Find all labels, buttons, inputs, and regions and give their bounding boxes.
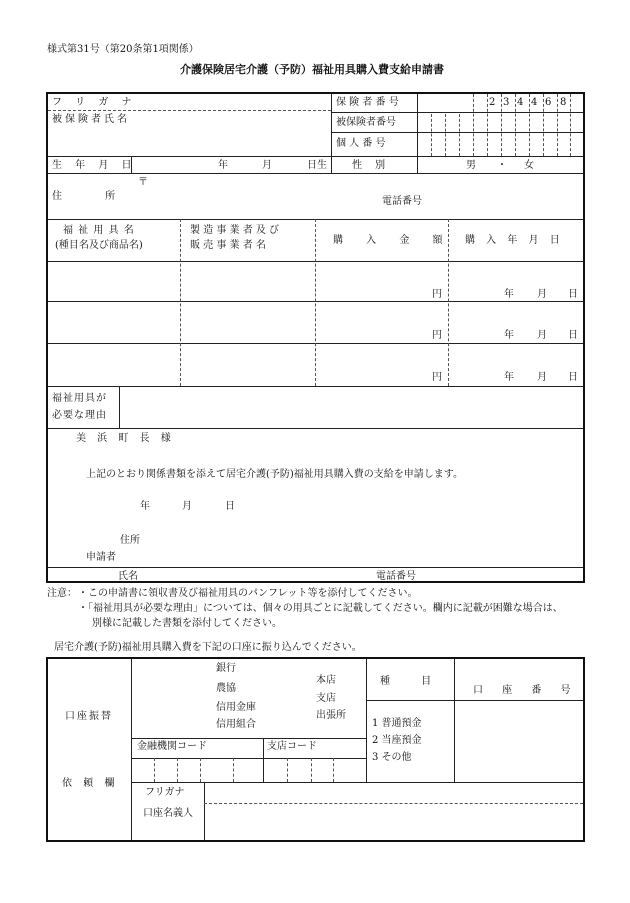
applicant-name-label: 氏名 xyxy=(118,571,138,582)
furigana-label: フ リ ガ ナ xyxy=(52,97,137,108)
insurer-digit: 4 xyxy=(531,97,538,108)
day-unit: 日 xyxy=(568,330,578,341)
applicant-phone-label: 電話番号 xyxy=(376,571,416,582)
item-name-subheader: (種目名及び商品名) xyxy=(55,240,143,251)
application-statement: 上記のとおり関係書類を添えて居宅介護(予防)福祉用具購入費の支給を申請します。 xyxy=(86,469,464,480)
gender-label: 性 別 xyxy=(352,160,391,171)
birth-month-unit: 月 xyxy=(262,160,272,171)
applicant-address-field[interactable] xyxy=(145,532,575,548)
branch-name-field[interactable] xyxy=(260,660,312,736)
form-number: 様式第31号（第20条第1項関係） xyxy=(47,44,199,55)
insurer-digit: 4 xyxy=(517,97,524,108)
reason-field[interactable] xyxy=(121,388,581,427)
item-row[interactable] xyxy=(48,344,583,385)
note-1: ・この申請書に領収書及び福祉用具のパンフレット等を添付してください。 xyxy=(78,588,418,599)
holder-furigana-label: フリガナ xyxy=(145,787,185,798)
account-type-option[interactable]: 2 当座預金 xyxy=(372,735,422,746)
note-2: ・「福祉用具が必要な理由」については、個々の用具ごとに記載してください。欄内に記載が困難な場合は、 xyxy=(78,603,563,614)
applicant-label: 申請者 xyxy=(86,552,116,563)
month-unit: 月 xyxy=(537,372,547,383)
insured-name-label: 被保険者氏名 xyxy=(52,114,130,125)
account-type-option[interactable]: 3 その他 xyxy=(372,752,412,763)
personal-number-field[interactable] xyxy=(418,133,582,155)
application-year-unit: 年 xyxy=(140,501,150,512)
insured-number-field[interactable] xyxy=(418,113,582,131)
gender-separator: ・ xyxy=(497,160,507,171)
insurer-digit: 6 xyxy=(545,97,552,108)
insurer-digit: 8 xyxy=(560,97,567,108)
month-unit: 月 xyxy=(537,289,547,300)
applicant-phone-field[interactable] xyxy=(420,569,580,582)
holder-furigana-field[interactable] xyxy=(206,784,581,802)
reason-label: 福祉用具が xyxy=(52,393,107,404)
gender-male-option[interactable]: 男 xyxy=(466,160,476,171)
phone-field[interactable] xyxy=(430,194,580,214)
bank-type-option[interactable]: 信用金庫 xyxy=(216,702,256,713)
note-2-continued: 別様に記載した書類を添付してください。 xyxy=(92,618,282,629)
bank-type-option[interactable]: 信用組合 xyxy=(216,719,256,730)
account-holder-label: 口座名義人 xyxy=(143,808,193,819)
day-unit: 日 xyxy=(568,289,578,300)
year-unit: 年 xyxy=(504,330,514,341)
account-type-header: 種 目 xyxy=(380,676,432,687)
birth-day-unit: 日生 xyxy=(307,160,327,171)
item-row[interactable] xyxy=(48,262,583,300)
addressee: 美 浜 町 長 様 xyxy=(76,433,175,444)
address-field[interactable] xyxy=(150,174,580,192)
account-number-field[interactable] xyxy=(456,702,581,781)
insured-number-label: 被保険者番号 xyxy=(336,117,396,128)
insurer-digit: 2 xyxy=(489,97,496,108)
personal-number-label: 個 人 番 号 xyxy=(336,138,386,149)
application-day-unit: 日 xyxy=(225,501,235,512)
branch-code-label: 支店コード xyxy=(267,741,317,752)
maker-header: 製 造 事 業 者 及 び xyxy=(190,225,280,236)
bank-type-option[interactable]: 銀行 xyxy=(216,663,236,674)
applicant-name-field[interactable] xyxy=(145,569,365,582)
reason-label-line2: 必要な理由 xyxy=(52,410,107,421)
maker-subheader: 販 売 事 業 者 名 xyxy=(190,240,266,251)
branch-type-option[interactable]: 出張所 xyxy=(316,710,346,721)
birth-year-unit: 年 xyxy=(218,160,228,171)
amount-header: 購 入 金 額 xyxy=(333,235,453,246)
insurer-number-label: 保 険 者 番 号 xyxy=(336,97,399,108)
transfer-instruction: 居宅介護(予防)福祉用具購入費を下記の口座に振り込んでください。 xyxy=(54,642,362,653)
note-prefix: 注意： xyxy=(47,588,77,599)
gender-female-option[interactable]: 女 xyxy=(524,160,534,171)
application-month-unit: 月 xyxy=(182,501,192,512)
applicant-address-label: 住所 xyxy=(120,535,140,546)
application-date-field[interactable] xyxy=(100,498,240,514)
furigana-field[interactable] xyxy=(132,94,329,109)
bank-section-label: 口座振替 xyxy=(65,711,113,722)
bank-name-field[interactable] xyxy=(133,660,213,736)
year-unit: 年 xyxy=(504,372,514,383)
institution-code-label: 金融機関コード xyxy=(137,741,207,752)
branch-code-field[interactable] xyxy=(265,759,365,781)
form-title: 介護保険居宅介護（予防）福祉用具購入費支給申請書 xyxy=(180,63,444,76)
day-unit: 日 xyxy=(568,372,578,383)
birth-date-label: 生 年 月 日 xyxy=(52,160,137,171)
institution-code-field[interactable] xyxy=(133,759,262,781)
postal-mark: 〒 xyxy=(138,177,148,188)
branch-type-option[interactable]: 支店 xyxy=(316,693,336,704)
address-label: 住 所 xyxy=(52,191,116,202)
item-row[interactable] xyxy=(48,302,583,342)
account-type-option[interactable]: 1 普通預金 xyxy=(372,718,422,729)
insurer-digit: 3 xyxy=(503,97,510,108)
yen-unit: 円 xyxy=(432,289,442,300)
yen-unit: 円 xyxy=(432,330,442,341)
account-holder-field[interactable] xyxy=(206,805,581,839)
bank-section-label-bottom: 依 頼 欄 xyxy=(62,778,119,789)
purchase-date-header: 購 入 年 月 日 xyxy=(465,235,564,246)
account-number-header: 口 座 番 号 xyxy=(473,685,579,696)
yen-unit: 円 xyxy=(432,372,442,383)
phone-label: 電話番号 xyxy=(382,196,422,207)
birth-date-field[interactable] xyxy=(132,157,212,172)
branch-type-option[interactable]: 本店 xyxy=(316,675,336,686)
month-unit: 月 xyxy=(537,330,547,341)
year-unit: 年 xyxy=(504,289,514,300)
bank-type-option[interactable]: 農協 xyxy=(216,683,236,694)
item-name-header: 福 祉 用 具 名 xyxy=(63,225,135,236)
insured-name-field[interactable] xyxy=(132,112,329,155)
